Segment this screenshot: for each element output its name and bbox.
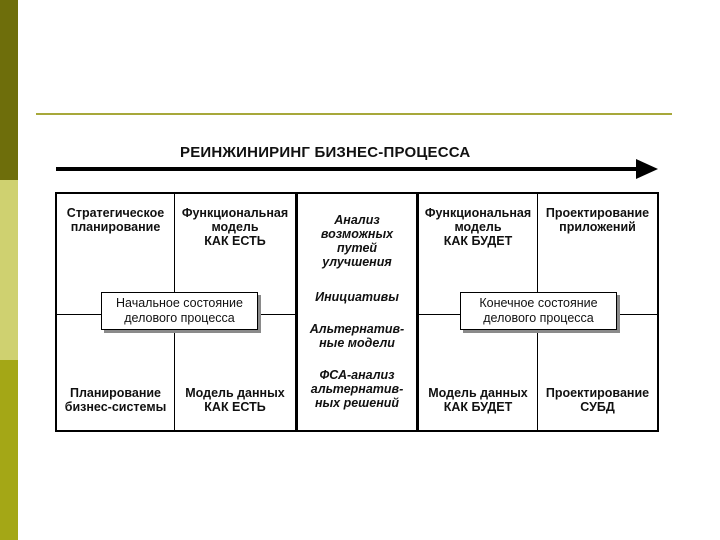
- final-state-box: Конечное состояние делового процесса: [460, 292, 617, 330]
- process-diagram: [55, 192, 659, 432]
- cell-fsa-analysis: ФСА-анализ альтернатив- ных решений: [310, 368, 404, 410]
- initial-state-box: Начальное состояние делового процесса: [101, 292, 258, 330]
- header-rule: [36, 113, 672, 115]
- process-arrow-line: [56, 167, 638, 171]
- cell-function-model-to-be: Функциональная модель КАК БУДЕТ: [424, 206, 532, 248]
- diagram-title: РЕИНЖИНИРИНГ БИЗНЕС-ПРОЦЕССА: [180, 144, 471, 161]
- cell-alternative-models: Альтернатив- ные модели: [309, 322, 405, 350]
- cell-function-model-as-is: Функциональная модель КАК ЕСТЬ: [181, 206, 289, 248]
- decor-stripe-dark: [0, 0, 18, 180]
- cell-initiatives: Инициативы: [315, 290, 399, 304]
- arrow-right-icon: [636, 159, 658, 179]
- cell-analysis: Анализ возможных путей улучшения: [320, 213, 394, 269]
- cell-data-model-as-is: Модель данных КАК ЕСТЬ: [185, 386, 285, 414]
- cell-business-system-planning: Планирование бизнес-системы: [64, 386, 167, 414]
- decor-stripe-mid: [0, 360, 18, 540]
- cell-dbms-design: Проектирование СУБД: [545, 386, 650, 414]
- decor-stripe-light: [0, 180, 18, 360]
- cell-strategic-planning: Стратегическое планирование: [66, 206, 165, 234]
- cell-data-model-to-be: Модель данных КАК БУДЕТ: [428, 386, 528, 414]
- cell-application-design: Проектирование приложений: [545, 206, 650, 234]
